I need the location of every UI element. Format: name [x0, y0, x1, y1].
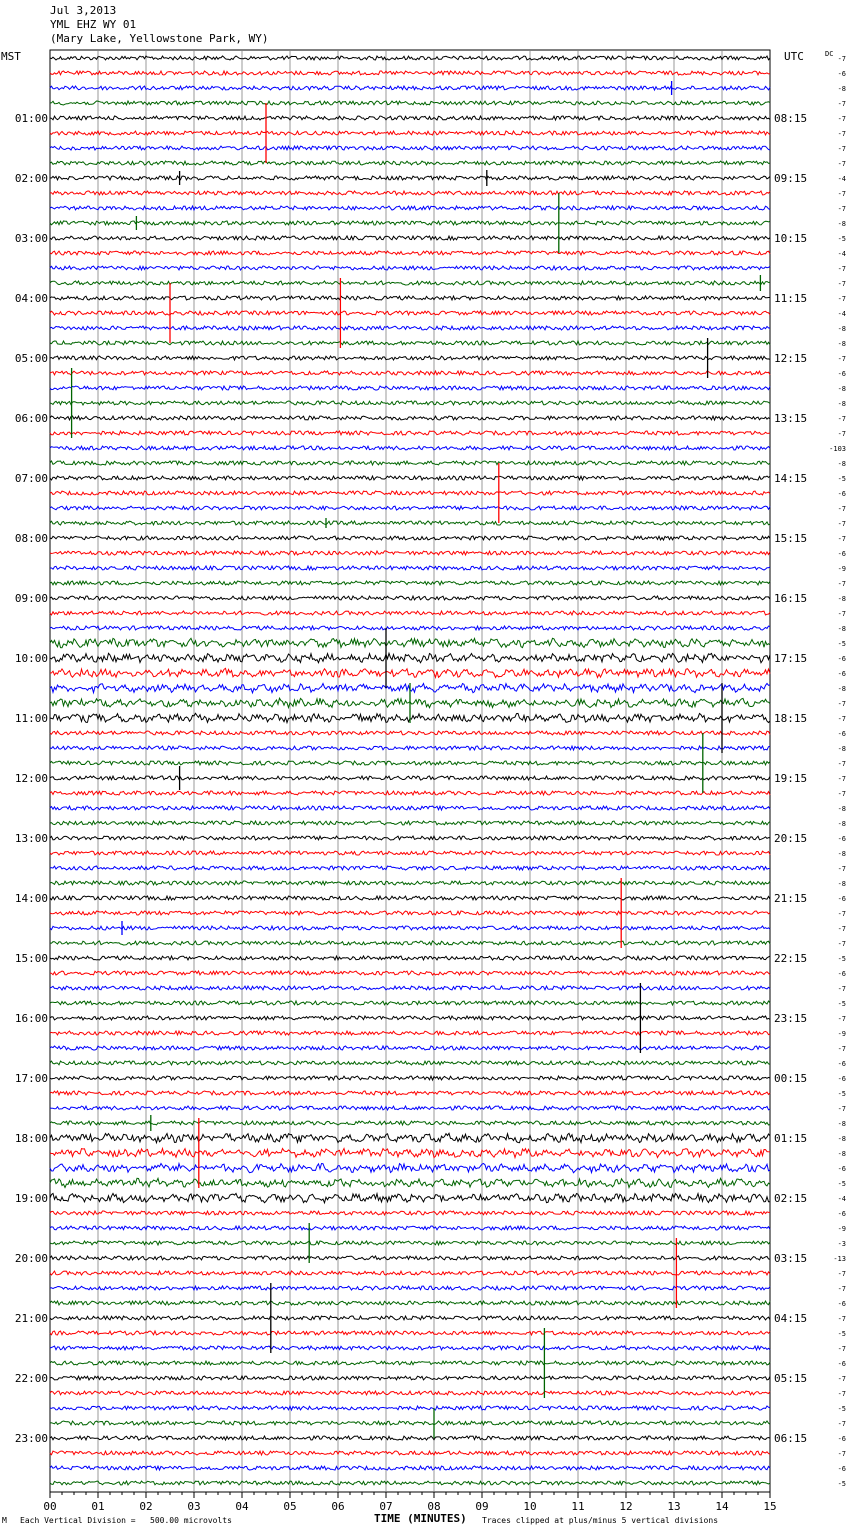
trace-line [50, 401, 770, 405]
trace-line [50, 1301, 770, 1305]
dc-offset-value: -5 [837, 1090, 846, 1098]
trace-line [50, 881, 770, 885]
left-hour-label: 09:00 [14, 592, 48, 605]
trace-line [50, 326, 770, 330]
left-hour-label: 21:00 [14, 1312, 48, 1325]
trace-line [50, 668, 770, 677]
dc-offset-value: -6 [837, 550, 846, 558]
trace-line [50, 653, 770, 662]
x-tick-label: 14 [715, 1500, 729, 1513]
left-hour-label: 23:00 [14, 1432, 48, 1445]
x-tick-label: 15 [763, 1500, 777, 1513]
trace-line [50, 1256, 770, 1260]
dc-offset-value: -6 [837, 1075, 846, 1083]
trace-line [50, 971, 770, 975]
trace-line [50, 371, 770, 375]
dc-offset-value: -8 [837, 340, 846, 348]
trace-line [50, 1164, 770, 1173]
right-hour-label: 12:15 [774, 352, 808, 365]
dc-heading: DC [825, 50, 834, 58]
trace-line [50, 581, 770, 585]
trace-line [50, 956, 770, 960]
dc-offset-value: -5 [837, 955, 846, 963]
dc-offset-value: -5 [837, 1000, 846, 1008]
dc-offset-value: -8 [837, 850, 846, 858]
trace-line [50, 266, 770, 270]
trace-line [50, 1121, 770, 1125]
trace-line [50, 1286, 770, 1290]
x-tick-label: 09 [475, 1500, 489, 1513]
dc-offset-value: -8 [837, 595, 846, 603]
trace-line [50, 416, 770, 420]
left-hour-label: 14:00 [14, 892, 48, 905]
trace-line [50, 986, 770, 990]
trace-line [50, 1391, 770, 1395]
trace-line [50, 638, 770, 647]
trace-line [50, 551, 770, 555]
dc-offset-value: -7 [837, 925, 846, 933]
station-location: (Mary Lake, Yellowstone Park, WY) [50, 32, 269, 45]
right-hour-label: 04:15 [774, 1312, 808, 1325]
trace-line [50, 596, 770, 600]
dc-offset-value: -6 [837, 670, 846, 678]
dc-offset-value: -7 [837, 1285, 846, 1293]
x-tick-label: 01 [91, 1500, 105, 1513]
right-hour-label: 00:15 [774, 1072, 808, 1085]
trace-line [50, 1001, 770, 1005]
dc-offset-value: -8 [837, 685, 846, 693]
trace-line [50, 341, 770, 345]
trace-line [50, 1133, 770, 1142]
dc-offset-value: -7 [837, 160, 846, 168]
left-hour-label: 16:00 [14, 1012, 48, 1025]
corner-mark: M [2, 1516, 7, 1525]
x-tick-label: 06 [331, 1500, 345, 1513]
right-hour-label: 08:15 [774, 112, 808, 125]
dc-offset-value: -7 [837, 1345, 846, 1353]
dc-offset-value: -5 [837, 1330, 846, 1338]
x-tick-label: 10 [523, 1500, 537, 1513]
x-axis-label: TIME (MINUTES) [374, 1512, 467, 1525]
trace-line [50, 476, 770, 480]
dc-offset-value: -7 [837, 415, 846, 423]
left-hour-label: 08:00 [14, 532, 48, 545]
right-hour-label: 02:15 [774, 1192, 808, 1205]
trace-line [50, 1451, 770, 1455]
plot-date: Jul 3,2013 [50, 4, 117, 17]
trace-line [50, 1241, 770, 1245]
trace-line [50, 1421, 770, 1425]
dc-offset-value: -6 [837, 370, 846, 378]
trace-line [50, 836, 770, 840]
x-tick-label: 07 [379, 1500, 393, 1513]
trace-line [50, 146, 770, 150]
dc-offset-value: -4 [837, 310, 846, 318]
dc-offset-value: -6 [837, 1360, 846, 1368]
right-hour-label: 13:15 [774, 412, 808, 425]
dc-offset-value: -7 [837, 940, 846, 948]
right-hour-label: 06:15 [774, 1432, 808, 1445]
trace-line [50, 1226, 770, 1230]
right-hour-label: 16:15 [774, 592, 808, 605]
trace-line [50, 221, 770, 225]
dc-offset-value: -8 [837, 820, 846, 828]
trace-line [50, 926, 770, 930]
left-hour-label: 01:00 [14, 112, 48, 125]
dc-offset-value: -8 [837, 625, 846, 633]
trace-line [50, 806, 770, 810]
trace-line [50, 1076, 770, 1080]
left-hour-label: 04:00 [14, 292, 48, 305]
dc-offset-value: -8 [837, 880, 846, 888]
trace-line [50, 206, 770, 210]
trace-line [50, 791, 770, 795]
x-tick-label: 05 [283, 1500, 297, 1513]
dc-offset-value: -7 [837, 985, 846, 993]
left-hour-label: 02:00 [14, 172, 48, 185]
trace-line [50, 116, 770, 120]
dc-offset-value: -7 [837, 505, 846, 513]
trace-line [50, 1361, 770, 1365]
trace-line [50, 731, 770, 735]
left-hour-label: 18:00 [14, 1132, 48, 1145]
dc-offset-value: -5 [837, 235, 846, 243]
dc-offset-value: -7 [837, 865, 846, 873]
trace-line [50, 1436, 770, 1440]
dc-offset-value: -5 [837, 1180, 846, 1188]
dc-offset-value: -3 [837, 1240, 846, 1248]
dc-offset-value: -8 [837, 220, 846, 228]
left-hour-label: 17:00 [14, 1072, 48, 1085]
dc-offset-value: -7 [837, 1105, 846, 1113]
dc-offset-value: -7 [837, 265, 846, 273]
x-tick-label: 03 [187, 1500, 201, 1513]
trace-line [50, 101, 770, 105]
trace-line [50, 176, 770, 180]
dc-offset-value: -5 [837, 475, 846, 483]
left-hour-label: 07:00 [14, 472, 48, 485]
dc-offset-value: -9 [837, 565, 846, 573]
trace-line [50, 461, 770, 465]
right-hour-label: 14:15 [774, 472, 808, 485]
dc-offset-value: -5 [837, 1405, 846, 1413]
dc-offset-value: -7 [837, 1315, 846, 1323]
trace-line [50, 776, 770, 780]
dc-offset-value: -7 [837, 700, 846, 708]
dc-offset-value: -6 [837, 1165, 846, 1173]
trace-line [50, 1046, 770, 1050]
x-tick-label: 13 [667, 1500, 681, 1513]
dc-offset-value: -6 [837, 895, 846, 903]
dc-offset-value: -4 [837, 175, 846, 183]
dc-offset-value: -6 [837, 970, 846, 978]
dc-offset-value: -8 [837, 1150, 846, 1158]
left-timezone-label: MST [1, 50, 21, 63]
left-hour-label: 12:00 [14, 772, 48, 785]
trace-line [50, 1406, 770, 1410]
trace-line [50, 1016, 770, 1020]
x-tick-label: 11 [571, 1500, 585, 1513]
trace-line [50, 506, 770, 510]
left-hour-label: 10:00 [14, 652, 48, 665]
dc-offset-value: -6 [837, 730, 846, 738]
trace-line [50, 1211, 770, 1215]
left-hour-label: 11:00 [14, 712, 48, 725]
x-tick-label: 08 [427, 1500, 441, 1513]
dc-offset-value: -9 [837, 1225, 846, 1233]
x-tick-label: 02 [139, 1500, 153, 1513]
dc-offset-value: -7 [837, 295, 846, 303]
dc-offset-value: -8 [837, 1135, 846, 1143]
trace-line [50, 431, 770, 435]
left-hour-label: 03:00 [14, 232, 48, 245]
dc-offset-value: -7 [837, 1375, 846, 1383]
trace-line [50, 311, 770, 315]
trace-line [50, 491, 770, 495]
right-hour-label: 09:15 [774, 172, 808, 185]
trace-line [50, 1061, 770, 1065]
clip-note: Traces clipped at plus/minus 5 vertical divisions [482, 1516, 719, 1525]
trace-line [50, 941, 770, 945]
trace-line [50, 911, 770, 915]
dc-offset-value: -7 [837, 535, 846, 543]
left-hour-label: 20:00 [14, 1252, 48, 1265]
dc-offset-value: -5 [837, 1480, 846, 1488]
trace-line [50, 251, 770, 255]
dc-offset-value: -8 [837, 85, 846, 93]
dc-offset-value: -7 [837, 610, 846, 618]
right-hour-label: 10:15 [774, 232, 808, 245]
left-hour-label: 15:00 [14, 952, 48, 965]
trace-line [50, 161, 770, 165]
dc-offset-value: -103 [829, 445, 846, 453]
x-tick-label: 12 [619, 1500, 633, 1513]
trace-line [50, 536, 770, 540]
right-hour-label: 20:15 [774, 832, 808, 845]
dc-offset-value: -7 [837, 790, 846, 798]
station-code: YML EHZ WY 01 [50, 18, 137, 31]
dc-offset-value: -7 [837, 1045, 846, 1053]
trace-line [50, 1091, 770, 1095]
trace-line [50, 566, 770, 570]
dc-offset-value: -7 [837, 1270, 846, 1278]
dc-offset-value: -7 [837, 205, 846, 213]
dc-offset-value: -4 [837, 1195, 846, 1203]
dc-offset-value: -6 [837, 835, 846, 843]
dc-offset-value: -8 [837, 745, 846, 753]
dc-offset-value: -9 [837, 1030, 846, 1038]
dc-offset-value: -6 [837, 655, 846, 663]
dc-offset-value: -7 [837, 910, 846, 918]
dc-offset-value: -7 [837, 55, 846, 63]
trace-line [50, 86, 770, 90]
x-tick-label: 00 [43, 1500, 57, 1513]
trace-line [50, 191, 770, 195]
right-hour-label: 22:15 [774, 952, 808, 965]
dc-offset-value: -8 [837, 1120, 846, 1128]
trace-line [50, 1316, 770, 1320]
trace-line [50, 821, 770, 825]
left-hour-label: 22:00 [14, 1372, 48, 1385]
right-hour-label: 17:15 [774, 652, 808, 665]
dc-offset-value: -7 [837, 280, 846, 288]
scale-note: Each Vertical Division = 500.00 microvolts [20, 1516, 232, 1525]
right-hour-label: 11:15 [774, 292, 808, 305]
trace-line [50, 851, 770, 855]
dc-offset-value: -8 [837, 400, 846, 408]
trace-line [50, 626, 770, 630]
dc-offset-value: -6 [837, 70, 846, 78]
dc-offset-value: -7 [837, 430, 846, 438]
dc-offset-value: -7 [837, 520, 846, 528]
trace-line [50, 761, 770, 765]
right-hour-label: 15:15 [774, 532, 808, 545]
trace-line [50, 71, 770, 75]
trace-line [50, 1178, 770, 1187]
dc-offset-value: -6 [837, 1465, 846, 1473]
trace-line [50, 1271, 770, 1275]
left-hour-label: 05:00 [14, 352, 48, 365]
dc-offset-value: -8 [837, 805, 846, 813]
trace-line [50, 1376, 770, 1380]
dc-offset-value: -7 [837, 130, 846, 138]
dc-offset-value: -7 [837, 580, 846, 588]
right-hour-label: 19:15 [774, 772, 808, 785]
right-hour-label: 21:15 [774, 892, 808, 905]
dc-offset-value: -8 [837, 385, 846, 393]
right-hour-label: 01:15 [774, 1132, 808, 1145]
trace-line [50, 1466, 770, 1470]
trace-line [50, 1031, 770, 1035]
dc-offset-value: -7 [837, 1450, 846, 1458]
dc-offset-value: -7 [837, 715, 846, 723]
trace-line [50, 1331, 770, 1335]
right-hour-label: 03:15 [774, 1252, 808, 1265]
dc-offset-value: -6 [837, 1060, 846, 1068]
dc-offset-value: -7 [837, 1015, 846, 1023]
dc-offset-value: -5 [837, 640, 846, 648]
right-hour-label: 18:15 [774, 712, 808, 725]
dc-offset-value: -4 [837, 250, 846, 258]
trace-line [50, 866, 770, 870]
dc-offset-value: -6 [837, 1300, 846, 1308]
trace-line [50, 236, 770, 240]
trace-line [50, 521, 770, 525]
trace-line [50, 356, 770, 360]
trace-line [50, 746, 770, 750]
right-hour-label: 05:15 [774, 1372, 808, 1385]
dc-offset-value: -8 [837, 460, 846, 468]
dc-offset-value: -7 [837, 115, 846, 123]
trace-line [50, 1106, 770, 1110]
dc-offset-value: -7 [837, 355, 846, 363]
dc-offset-value: -8 [837, 325, 846, 333]
trace-line [50, 386, 770, 390]
dc-offset-value: -7 [837, 145, 846, 153]
trace-line [50, 296, 770, 300]
trace-line [50, 281, 770, 285]
trace-line [50, 611, 770, 615]
trace-line [50, 1193, 770, 1202]
right-hour-label: 23:15 [774, 1012, 808, 1025]
trace-line [50, 896, 770, 900]
trace-line [50, 1149, 770, 1158]
dc-offset-value: -7 [837, 1390, 846, 1398]
trace-line [50, 1481, 770, 1485]
dc-offset-value: -6 [837, 1435, 846, 1443]
trace-line [50, 131, 770, 135]
left-hour-label: 19:00 [14, 1192, 48, 1205]
dc-offset-value: -7 [837, 100, 846, 108]
dc-offset-value: -6 [837, 1210, 846, 1218]
trace-line [50, 1346, 770, 1350]
dc-offset-value: -6 [837, 490, 846, 498]
trace-line [50, 56, 770, 60]
trace-line [50, 446, 770, 450]
dc-offset-value: -7 [837, 775, 846, 783]
left-hour-label: 13:00 [14, 832, 48, 845]
dc-offset-value: -13 [833, 1255, 846, 1263]
x-tick-label: 04 [235, 1500, 249, 1513]
right-timezone-label: UTC [784, 50, 804, 63]
dc-offset-value: -7 [837, 190, 846, 198]
left-hour-label: 06:00 [14, 412, 48, 425]
dc-offset-value: -7 [837, 1420, 846, 1428]
dc-offset-value: -7 [837, 760, 846, 768]
